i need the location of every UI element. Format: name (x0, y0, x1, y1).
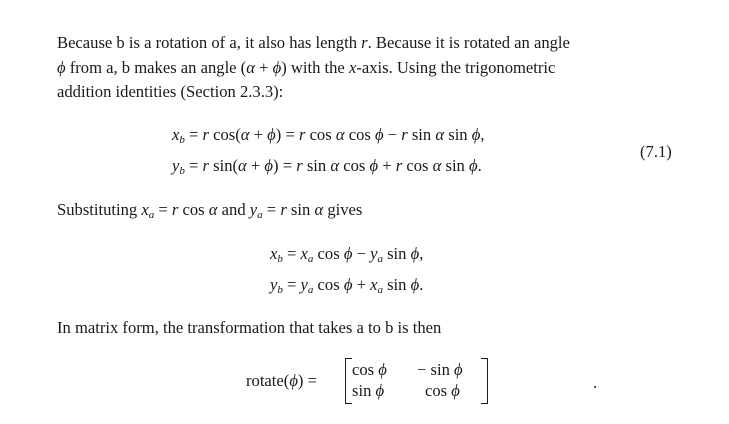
text: . Because it is rotated an angle (367, 33, 570, 52)
matrix-cell-2-1: sin ϕ (352, 381, 385, 400)
rotate-function-lhs: rotate(ϕ) = (246, 371, 317, 390)
math-var: r (361, 33, 368, 52)
text: from a, b makes an angle ( (65, 57, 247, 77)
intro-line-2 (57, 58, 555, 77)
text: + (254, 57, 273, 77)
intro-line-3: addition identities (Section 2.3.3): (57, 82, 284, 101)
math-var: ϕ (57, 57, 66, 77)
matrix-cell-1-1: cos ϕ (352, 360, 387, 379)
equation-7-1-line-2: $y_b = r$ sin(α + ϕ) = r sin α cos ϕ + r cos α sin ϕ. (172, 156, 482, 177)
matrix-cell-1-2: − sin ϕ (417, 360, 463, 379)
matrix-paragraph: In matrix form, the transformation that takes a to b is then (57, 318, 442, 337)
intro-paragraph (57, 31, 683, 105)
text: ) with the (281, 57, 349, 77)
equation-7-1-line-1: $x_b = r$ cos(α + ϕ) = r cos α cos ϕ − r sin α sin ϕ, (172, 125, 485, 146)
text: and (217, 200, 250, 219)
right-bracket (481, 358, 488, 404)
text: -axis. Using the trigonometric (356, 57, 556, 77)
substitution-paragraph (57, 198, 683, 228)
math-var: α (246, 57, 255, 77)
intro-line-1 (57, 33, 570, 52)
math-expr: $x_a = r$ cos α (141, 200, 218, 221)
trailing-period: . (593, 373, 598, 392)
math-var: x (348, 57, 357, 77)
substituted-equation-line-2: $y_b = y_a$ $\cos \phi + x_a$ sin ϕ. (270, 275, 424, 296)
rotation-matrix (345, 356, 598, 406)
math-expr: $y_a = r$ sin α (249, 200, 324, 221)
left-bracket (345, 358, 352, 404)
text: gives (323, 200, 363, 219)
text: Substituting (57, 200, 142, 219)
equation-number: (7.1) (640, 142, 672, 161)
substituted-equation-line-1: $x_b = x_a$ $\cos \phi - y_a$ sin ϕ, (270, 244, 424, 265)
text: Because b is a rotation of a, it also has length (57, 33, 362, 52)
matrix-cell-2-2: cos ϕ (425, 381, 460, 400)
math-var: ϕ (272, 57, 282, 77)
